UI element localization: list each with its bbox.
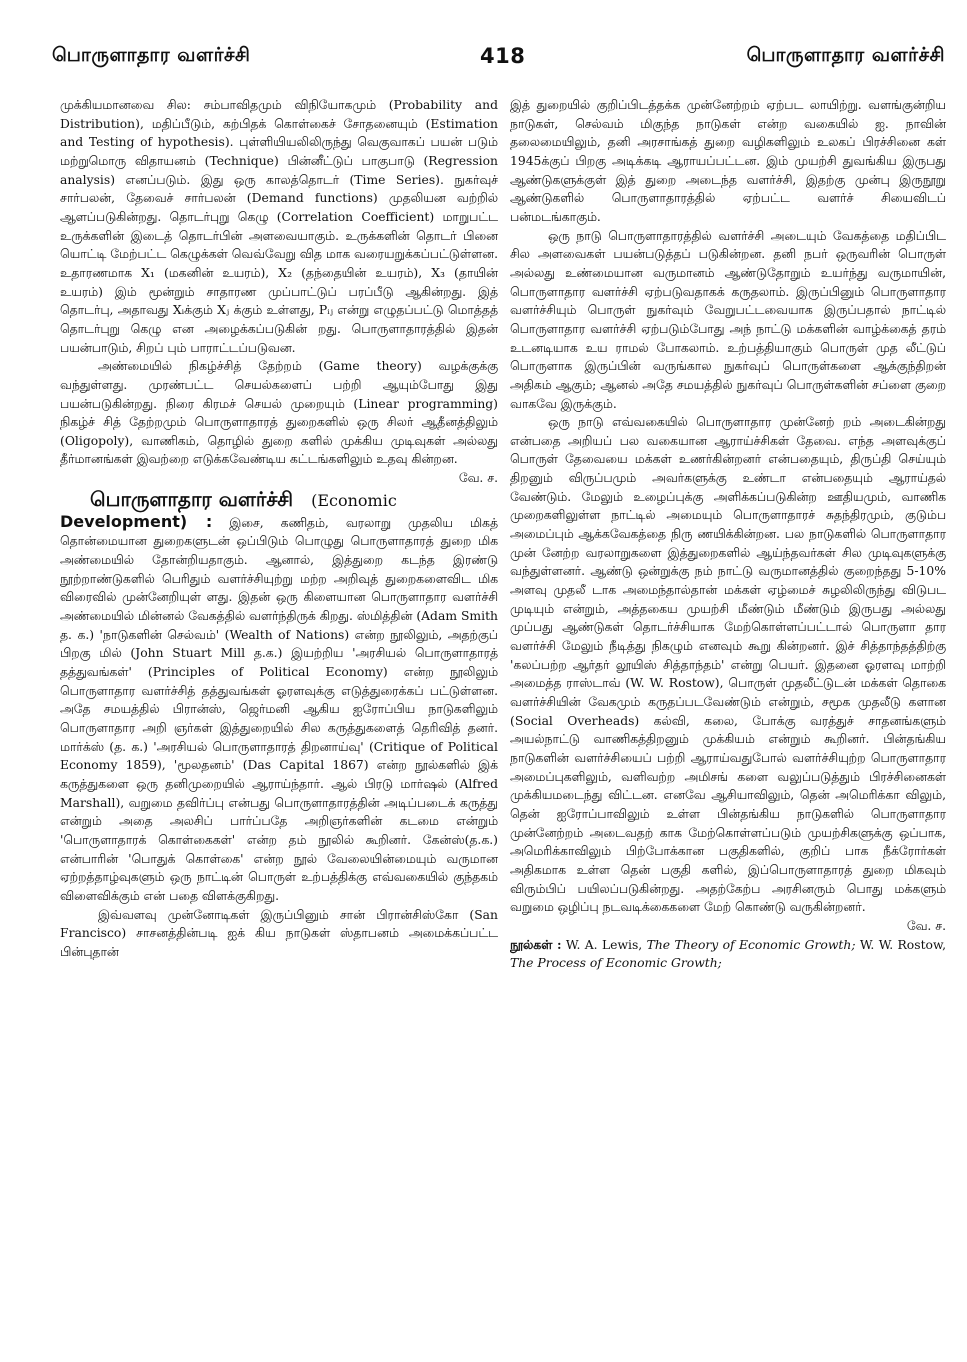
reference-author: W. W. Rostow, <box>859 937 946 952</box>
running-title-right: பொருளாதார வளர்ச்சி <box>746 44 945 66</box>
references <box>510 936 946 973</box>
measurement-paragraph: ஒரு நாடு பொருளாதாரத்தில் வளர்ச்சி அடையும் வேகத்தை மதிப்பிட சில அளவைகள் பயன்படுத்தப் படுகின்றன. தனி நபர் ஒருவரின் பொருள் அல்லது உண்மையான வருமானம் ஆண்டுதோறும் உயர்ந்து வருமாயின், பொருளாதார வளர்ச்சி ஏற்படுவதாகக் கருதலாம். இருப்பினும் பொருளாதார வளர்ச்சியும் பொருள் நுகர்வும் வேறுபட்டவையாக இருப்பதால் நாட்டில் பொருளாதார வளர்ச்சி ஏற்படும்போது அந் நாட்டு மக்களின் வாழ்க்கைத் தரம் உடனடியாக உய ராமல் போகலாம். உற்பத்தியாகும் பொருள் முத லீட்டுப் பொருளாக இருப்பின் வருங்கால நுகர்வுப் பொருள்களை ஆக்குந்திறன் அதிகம் ஆகும்; ஆனல் அதே சமயத்தில் நுகர்வுப் பொருள்களின் சப்ளை குறை வாகவே இருக்கும். <box>510 228 946 411</box>
running-title-left: பொருளாதார வளர்ச்சி <box>52 44 251 66</box>
author-signature: வே. ச. <box>906 918 946 933</box>
progress-paragraph: இத் துறையில் குறிப்பிடத்தக்க முன்னேற்றம் ஏற்பட லாயிற்று. வளங்குன்றிய நாடுகள், செல்வம் மிகுந்த நாடுகள் என்ற வகையில் ஐ. நாவின் தலைமையிலும், தனி அரசாங்கத் துறை வழிகளிலும் உலகப் பிரச்சினை கள் 1945க்குப் பிறகு அடிக்கடி ஆராயப்பட்டன. இம் முயற்சி துவங்கிய இருபது ஆண்டுகளுக்குள் இத் துறை அடைந்த வளர்ச்சி, இதற்கு முன்பு இருநூறு ஆண்டுகளில் பொருளாதாரத்தில் ஏற்பட்ட வளர்ச் சியைவிடப் பன்மடங்காகும். <box>510 98 946 224</box>
author-signature: வே. ச. <box>458 471 498 486</box>
entry-heading <box>60 488 498 513</box>
entry-title-english-cont: Development) : <box>60 511 213 531</box>
reference-title: The Process of Economic Growth; <box>510 956 722 971</box>
reference-author: W. A. Lewis, <box>565 937 643 952</box>
entry-title-english: (Economic <box>311 490 397 510</box>
entry-title-tamil: பொருளாதார வளர்ச்சி <box>90 486 294 511</box>
page-number: 418 <box>480 44 526 68</box>
statistics-paragraph: முக்கியமானவை சில: சம்பாவிதமும் விநியோகமும் (Probability and Distribution), மதிப்பீடும், கற்பிதக் கொள்கைச் சோதனையும் (Estimation and Testing of hypothesis). புள்ளியியலிலிருந்து வெகுவாகப் பயன் படும் மற்றுமொரு விதாயனம் (Technique) பின்னீட்டுப் பாகுபாடு (Regression analysis) எனப்படும். இது ஒரு காலத்தொடர் (Time Series). நுகர்வுச் சார்பலன், தேவைச் சார்பலன் (Demand functions) முதலியன வற்றில் ஆளப்படுகின்றது. தொடர்புறு கெழு (Correlation Coefficient) மாறுபட்ட உருக்களின் இடைத் தொடர்பின் அளவையாகும். உருக்களின் தொடர் பினை யொட்டி மேற்பட்ட கெழுக்கள் வெவ்வேறு வித மாக வரையறுக்கப்பட்டுள்ளன. உதாரணமாக X₁ (மகனின் உயரம்), X₂ (தந்தையின் உயரம்), X₃ (தாயின் உயரம்) இம் மூன்றும் சாதாரண முப்பாட்டுப் பரப்பீடு ஆகின்றது. இத் தொடர்பு, அதாவது Xᵢக்கும் Xⱼ க்கும் உள்ளது, Pᵢⱼ என்று எழுதப்பட்டு மொத்தத் தொடர்புறு கெழு என அழைக்கப்படுகின் றது. பொருளாதாரத்தில் இதன் பயன்பாடும், சிறப் பும் பாராட்டப்படுவன. <box>60 98 498 355</box>
right-column <box>510 96 946 1336</box>
page-header <box>52 44 945 78</box>
references-label: நூல்கள் : <box>510 936 562 952</box>
reference-title: The Theory of Economic Growth; <box>646 937 856 952</box>
game-theory-paragraph: அண்மையில் நிகழ்ச்சித் தேற்றம் (Game theory) வழக்குக்கு வந்துள்ளது. முரண்பட்ட செயல்களைப் பற்றி ஆயும்போது இது பயன்படுகின்றது. நிரை கிரமச் செயல் முறையும் (Linear programming) நிகழ்ச் சித் தேற்றமும் பொருளாதாரத் துறைகளில் ஒரு சிலர் ஆதீனத்திலும் (Oligopoly), வாணிகம், தொழில் துறை களில் முக்கிய முடிவுகள் அல்லது தீர்மானங்கள் இவற்றை எடுக்கவேண்டிய கட்டங்களிலும் உதவு கின்றன. <box>60 359 498 467</box>
research-paragraph: ஒரு நாடு எவ்வகையில் பொருளாதார முன்னேற் றம் அடைகின்றது என்பதை அறியப் பல வகையான ஆராய்ச்சிகள் தேவை. எந்த அளவுக்குப் பொருள் தேவையை மக்கள் உணர்கின்றனர் என்பதையும், திருப்தி செய்யும் திறனும் விருப்பமும் அவர்களுக்கு உண்டா என்பதையும் ஆராய்தல் வேண்டும். மேலும் உழைப்புக்கு அளிக்கப்படுகின்ற ஊதியமும், வாணிக முறைகளிலுள்ள நாட்டில் அமையும் பொருளாதாரச் சுதந்திரமும், குடும்ப அமைப்பும் ஆக்கவேகத்தை நிரு ணயிக்கின்றன. பல நாடுகளில் பொருளாதார முன் னேற்ற வரலாறுகளை இத்துறைகளில் ஆய்ந்தவர்கள் சில முடிவுகளுக்கு வந்துள்ளனர். ஆண்டு ஒன்றுக்கு நம் நாட்டு வருமானத்தில் குறைந்தது 5-10% அளவு முதலீ டாக அமைந்தால்தான் மக்கள் ஏழ்மைச் சுழலிலிருந்து விடுபட முடியும் என்றும், அத்தகைய முயற்சி மீண்டும் மீண்டும் இருபது அல்லது முப்பது ஆண்டுகள் தொடர்ச்சியாக மேற்கொள்ளப்பட்டால் பொருளா தார வளர்ச்சி மேலும் நீடித்து நிகழும் எனவும் கூறு கின்றனர். இச் சித்தாந்தத்திற்கு 'கலப்பற்ற ஆர்தர் லூயிஸ் சித்தாந்தம்' என்று பெயர். இதனை ஓரளவு மாற்றி அமைத்த ராஸ்டாவ் (W. W. Rostow), பொருள் முதலீட்டுடன் மக்கள் தொகை வளர்ச்சியின் வேகமும் கருதப்படவேண்டும் என்றும், சமூக முதலீடு களான (Social Overheads) கல்வி, கலை, போக்கு வரத்துச் சாதனங்களும் அயல்நாட்டு வாணிகத்திறனும் முக்கியம் என்றும் கூறினர். பின்தங்கிய நாடுகளின் வளர்ச்சியைப் பற்றி ஆராய்வதுபோல் வளர்ச்சியுற்ற பொருளாதார அமைப்புகளிலும், வளிவற்ற அமிசங் களை வலுப்படுத்தும் பிரச்சினைகள் முக்கியமடைந்து விட்டன. எனவே ஆசியாவிலும், தென் அமெரிக்கா விலும், தென் ஐரோப்பாவிலும் உள்ள பின்தங்கிய நாடுகளில் பொருளாதார முன்னேற்றம் அடைவதற் காக மேற்கொள்ளப்படும் முயற்சிகளுக்கு ஒப்பாக, அமெரிக்காவிலும் பிற்போக்கான பகுதிகளில், குறிப் பாக நீக்ரோர்கள் அதிகமாக உள்ள தென் பகுதி களில், இப்பொருளாதாரத் துறை மிகவும் விரும்பிப் பயிலப்படுகின்றது. அதற்கேற்ப அரசினரும் பொது மக்களும் வறுமை ஒழிப்பு நடவடிக்கைகளை மேற் கொண்டு வருகின்றனர். <box>510 415 946 915</box>
entry-intro-paragraph <box>60 513 498 906</box>
left-column <box>60 96 498 1336</box>
un-paragraph: இவ்வளவு முன்னோடிகள் இருப்பினும் சான் பிரான்சிஸ்கோ (San Francisco) சாசனத்தின்படி ஐக் கிய நாடுகள் ஸ்தாபனம் அமைக்கப்பட்ட பின்புதான் <box>60 907 498 959</box>
entry-intro-text: இசை, கணிதம், வரலாறு முதலிய மிகத் தொன்மையான துறைகளுடன் ஒப்பிடும் பொழுது பொருளாதாரத் துறை மிக அண்மையில் தோன்றியதாகும். ஆனால், இத்துறை கடந்த இரண்டு நூற்றாண்டுகளில் பெரிதும் வளர்ச்சியுற்று மற்ற அறிவுத் துறைகளைவிட மிக விரைவில் முன்னேறியுள் ளது. இதன் ஒரு கிளையான பொருளாதார வளர்ச்சி அண்மையில் மின்னல் வேகத்தில் வளர்ந்திருக் கிறது. ஸ்மித்தின் (Adam Smith த. க.) 'நாடுகளின் செல்வம்' (Wealth of Nations) என்ற நூலிலும், அதற்குப் பிறகு மில் (John Stuart Mill த.க.) இயற்றிய 'அரசியல் பொருளாதாரத் தத்துவங்கள்' (Principles of Political Economy) என்ற நூலிலும் பொருளாதார வளர்ச்சித் தத்துவங்கள் ஓரளவுக்கு எடுத்துரைக்கப் பட்டுள்ளன. அதே சமயத்தில் பிரான்ஸ், ஜெர்மனி ஆகிய ஐரோப்பிய நாடுகளிலும் பொருளாதார அறி ஞர்கள் இத்துறையில் சில கருத்துகளைத் தெரிவித் தனர். மார்க்ஸ் (த. க.) 'அரசியல் பொருளாதாரத் திறனாய்வு' (Critique of Political Economy 1859), 'மூலதனம்' (Das Capital 1867) என்ற நூல்களில் இக் கருத்துகளை ஒரு தனிமுறையில் ஆராய்ந்தார். ஆல் பிரடு மார்ஷல் (Alfred Marshall), வறுமை தவிர்ப்பு என்பது பொருளாதாரத்தின் அடிப்படைக் கருத்து என்றும் அதை அலசிப் பார்ப்பதே அறிஞர்களின் கடமை என்றும் 'பொருளாதாரக் கொள்கைகள்' என்ற தம் நூலில் கூறினர். கேன்ஸ்(த.க.) என்பாரின் 'பொதுக் கொள்கை' என்ற நூல் வேலையின்மையும் வருமான ஏற்றத்தாழ்வுகளும் ஒரு நாட்டின் பொருள் உற்பத்திக்கு எவ்வகையில் குந்தகம் விளைவிக்கும் என் பதை விளக்குகிறது. <box>60 515 498 903</box>
